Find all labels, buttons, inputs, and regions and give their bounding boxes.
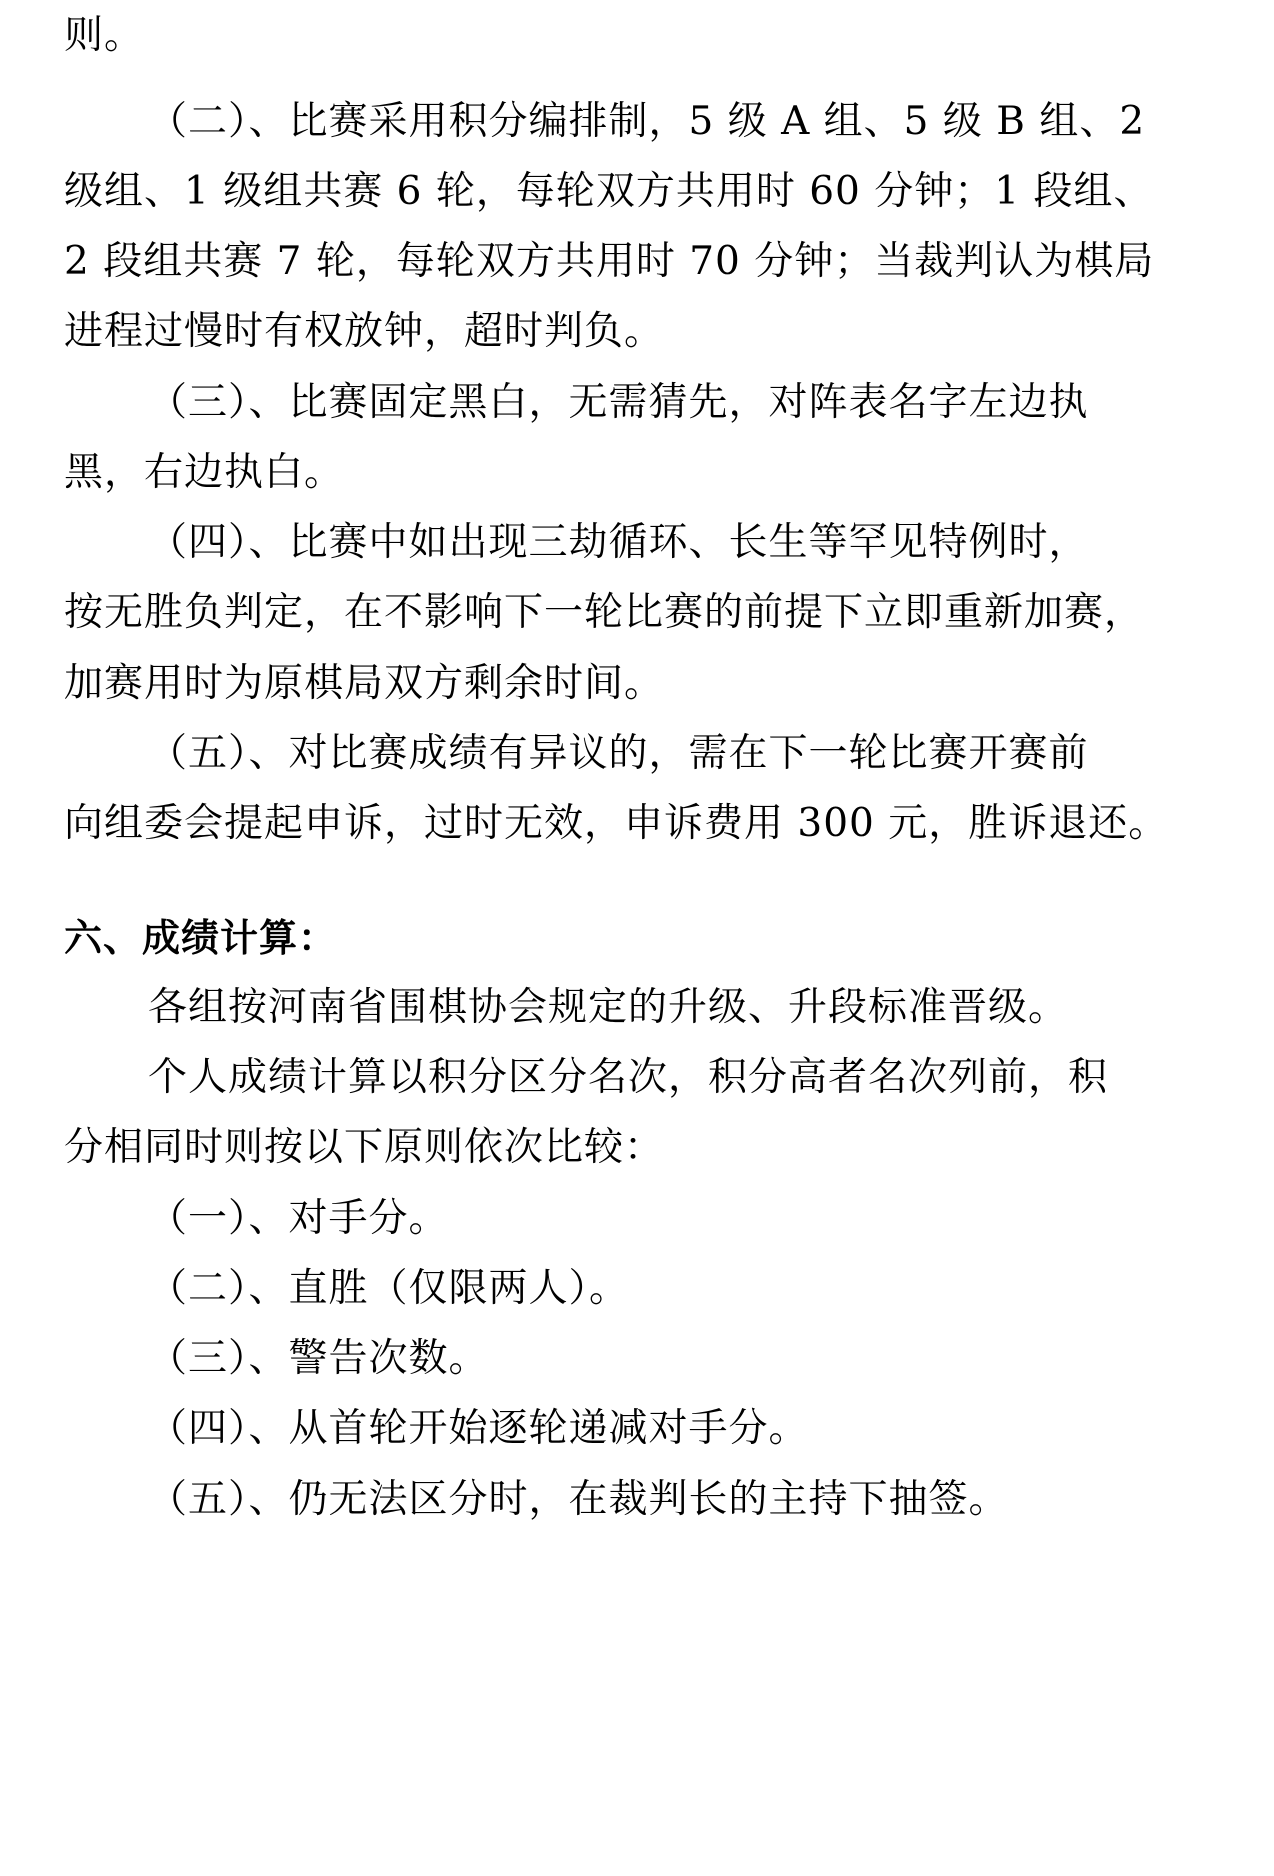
criterion-item: （三）、警告次数。 — [148, 1336, 489, 1381]
criterion-item: （五）、仍无法区分时，在裁判长的主持下抽签。 — [148, 1477, 1009, 1522]
text-line: 黑，右边执白。 — [64, 450, 345, 495]
text-line: 级组、1 级组共赛 6 轮，每轮双方共用时 60 分钟；1 段组、 — [64, 169, 1154, 214]
criterion-item: （二）、直胜（仅限两人）。 — [148, 1266, 630, 1311]
text-line: 向组委会提起申诉，过时无效，申诉费用 300 元，胜诉退还。 — [64, 801, 1169, 846]
text-line: （四）、比赛中如出现三劫循环、长生等罕见特例时， — [148, 520, 1089, 565]
text-line: 加赛用时为原棋局双方剩余时间。 — [64, 661, 665, 706]
text-line: （二）、比赛采用积分编排制，5 级 A 组、5 级 B 组、2 — [148, 99, 1146, 144]
text-line: 各组按河南省围棋协会规定的升级、升段标准晋级。 — [148, 985, 1069, 1030]
text-line: 个人成绩计算以积分区分名次，积分高者名次列前，积 — [148, 1055, 1109, 1100]
criterion-item: （四）、从首轮开始逐轮递减对手分。 — [148, 1406, 809, 1451]
criterion-item: （一）、对手分。 — [148, 1196, 449, 1241]
section-heading: 六、成绩计算： — [64, 916, 338, 960]
text-line: （三）、比赛固定黑白，无需猜先，对阵表名字左边执 — [148, 380, 1089, 425]
text-line: 进程过慢时有权放钟，超时判负。 — [64, 309, 665, 354]
text-line: 按无胜负判定，在不影响下一轮比赛的前提下立即重新加赛， — [64, 590, 1145, 635]
text-line: 分相同时则按以下原则依次比较： — [64, 1125, 665, 1170]
text-line: （五）、对比赛成绩有异议的，需在下一轮比赛开赛前 — [148, 731, 1089, 776]
text-line: 2 段组共赛 7 轮，每轮双方共用时 70 分钟；当裁判认为棋局 — [64, 239, 1155, 284]
text-line: 则。 — [64, 13, 145, 58]
